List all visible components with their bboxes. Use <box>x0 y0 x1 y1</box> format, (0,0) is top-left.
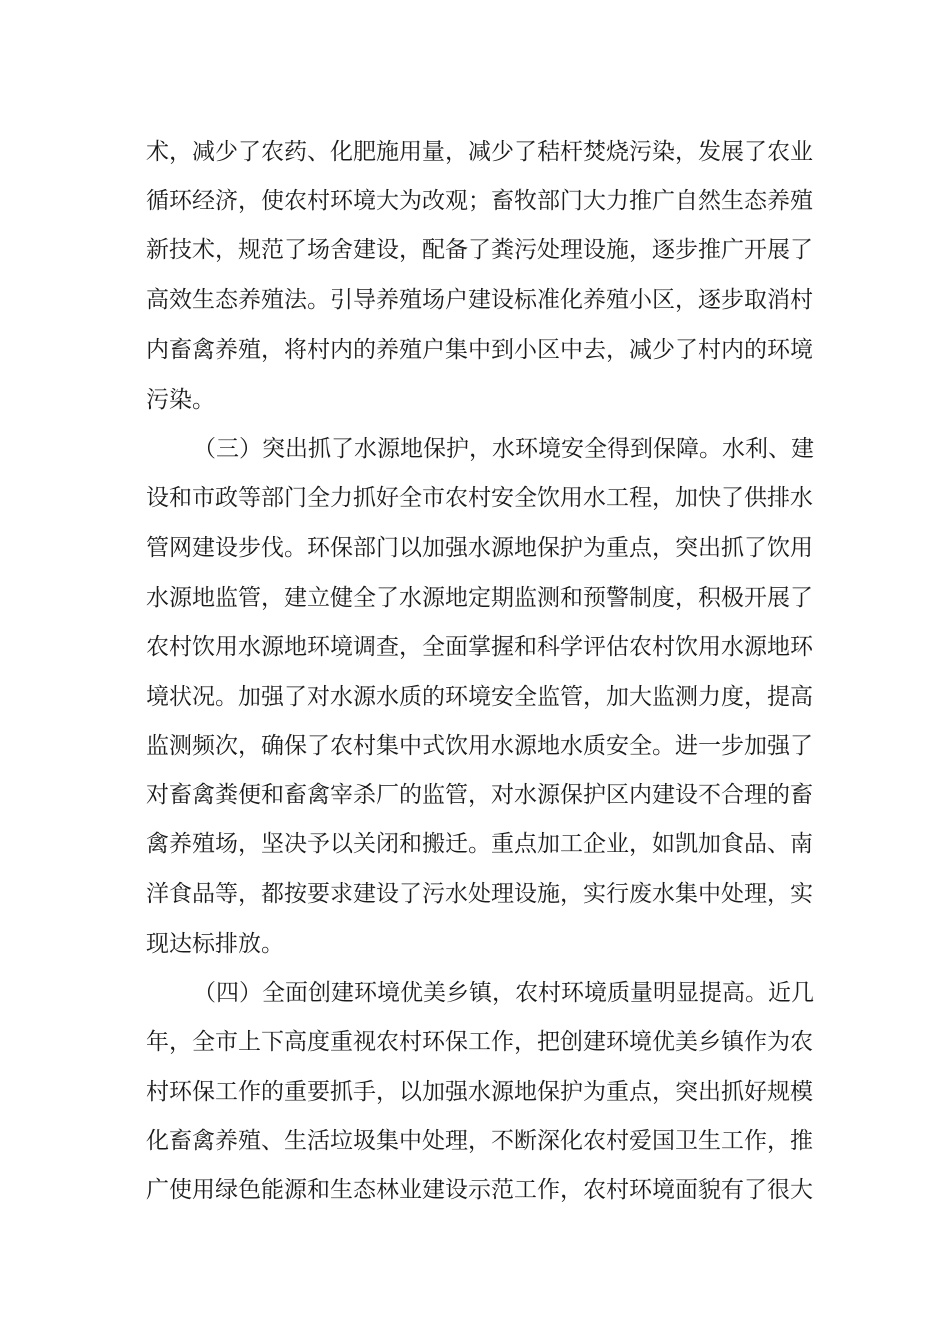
text-line: 化畜禽养殖、生活垃圾集中处理，不断深化农村爱国卫生工作，推 <box>146 1128 813 1154</box>
text-line: 管网建设步伐。环保部门以加强水源地保护为重点，突出抓了饮用 <box>146 535 813 561</box>
text-line: 高效生态养殖法。引导养殖场户建设标准化养殖小区，逐步取消村 <box>146 287 813 313</box>
text-line: 监测频次，确保了农村集中式饮用水源地水质安全。进一步加强了 <box>146 733 813 759</box>
text-line: 禽养殖场，坚决予以关闭和搬迁。重点加工企业，如凯加食品、南 <box>146 831 813 857</box>
section-heading-three: （三）突出抓了水源地保护，水环境安全得到保障。水利、建 <box>193 436 814 462</box>
text-line: 现达标排放。 <box>146 931 284 957</box>
text-line: 年，全市上下高度重视农村环保工作，把创建环境优美乡镇作为农 <box>146 1029 813 1055</box>
section-heading-four: （四）全面创建环境优美乡镇，农村环境质量明显提高。近几 <box>193 980 814 1006</box>
text-line: 术，减少了农药、化肥施用量，减少了秸杆焚烧污染，发展了农业 <box>146 139 813 165</box>
text-line: 广使用绿色能源和生态林业建设示范工作，农村环境面貌有了很大 <box>146 1177 813 1203</box>
text-line: 水源地监管，建立健全了水源地定期监测和预警制度，积极开展了 <box>146 585 813 611</box>
text-line: 污染。 <box>146 387 215 413</box>
text-line: 内畜禽养殖，将村内的养殖户集中到小区中去，减少了村内的环境 <box>146 337 813 363</box>
text-line: 境状况。加强了对水源水质的环境安全监管，加大监测力度，提高 <box>146 684 813 710</box>
text-line: 洋食品等，都按要求建设了污水处理设施，实行废水集中处理，实 <box>146 881 813 907</box>
text-line: 农村饮用水源地环境调查，全面掌握和科学评估农村饮用水源地环 <box>146 634 813 660</box>
text-line: 村环保工作的重要抓手，以加强水源地保护为重点，突出抓好规模 <box>146 1079 813 1105</box>
text-line: 对畜禽粪便和畜禽宰杀厂的监管，对水源保护区内建设不合理的畜 <box>146 782 813 808</box>
text-line: 新技术，规范了场舍建设，配备了粪污处理设施，逐步推广开展了 <box>146 237 813 263</box>
text-line: 设和市政等部门全力抓好全市农村安全饮用水工程，加快了供排水 <box>146 485 813 511</box>
text-line: 循环经济，使农村环境大为改观；畜牧部门大力推广自然生态养殖 <box>146 188 813 214</box>
